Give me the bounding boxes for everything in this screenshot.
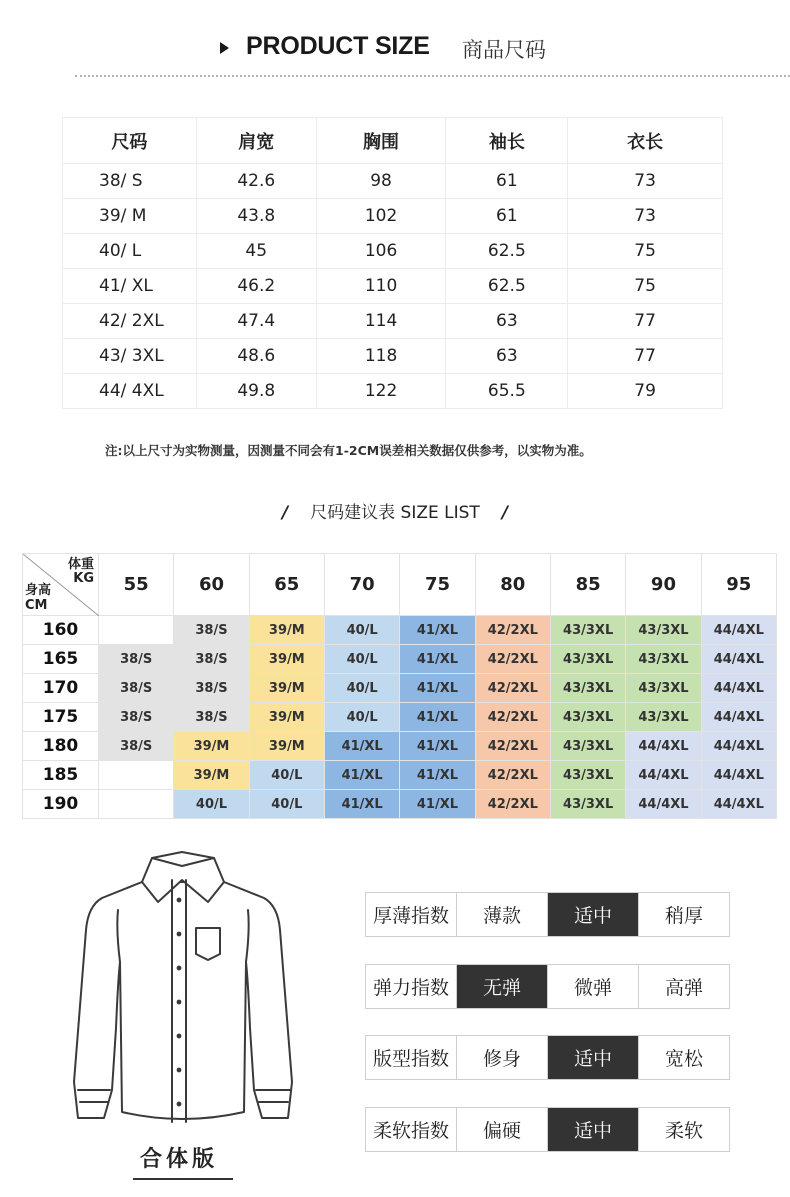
size-suggestion-cell: 42/2XL	[475, 703, 550, 732]
weight-header-cell: 55	[99, 554, 174, 616]
size-suggestion-cell: 43/3XL	[550, 761, 625, 790]
size-suggestion-cell: 42/2XL	[475, 616, 550, 645]
measurement-cell: 118	[316, 339, 446, 374]
index-box	[365, 1107, 730, 1152]
size-list-title	[0, 498, 790, 523]
grid-row	[23, 732, 777, 761]
height-header-cell: 165	[23, 645, 99, 674]
height-header-cell: 185	[23, 761, 99, 790]
size-suggestion-cell: 38/S	[99, 674, 174, 703]
index-option-selected: 适中	[547, 1108, 638, 1151]
measurement-cell: 65.5	[446, 374, 568, 409]
weight-header-cell: 95	[701, 554, 776, 616]
size-suggestion-cell: 41/XL	[324, 732, 399, 761]
size-suggestion-cell: 38/S	[174, 616, 249, 645]
size-suggestion-cell: 43/3XL	[626, 703, 701, 732]
size-suggestion-cell: 38/S	[99, 703, 174, 732]
size-suggestion-cell: 38/S	[174, 703, 249, 732]
size-suggestion-cell: 44/4XL	[701, 732, 776, 761]
measurement-cell: 122	[316, 374, 446, 409]
grid-corner-cell	[23, 554, 99, 616]
size-suggestion-cell: 41/XL	[400, 645, 475, 674]
size-suggestion-cell: 38/S	[99, 732, 174, 761]
weight-header-cell: 60	[174, 554, 249, 616]
size-suggestion-cell: 41/XL	[400, 790, 475, 819]
grid-row	[23, 761, 777, 790]
size-suggestion-cell: 42/2XL	[475, 674, 550, 703]
measurement-cell: 62.5	[446, 269, 568, 304]
measurement-cell: 42.6	[196, 164, 316, 199]
measurement-row	[63, 164, 723, 199]
size-cell: 38/ S	[63, 164, 197, 199]
size-suggestion-cell: 42/2XL	[475, 790, 550, 819]
dotted-divider	[75, 75, 790, 77]
title-slash-left: /	[281, 503, 289, 523]
height-header-cell: 160	[23, 616, 99, 645]
size-suggestion-cell: 41/XL	[400, 703, 475, 732]
triangle-arrow-icon	[220, 42, 229, 54]
size-suggestion-cell: 39/M	[249, 645, 324, 674]
size-suggestion-cell: 44/4XL	[701, 645, 776, 674]
size-suggestion-cell: 40/L	[324, 674, 399, 703]
size-suggestion-cell: 41/XL	[324, 790, 399, 819]
index-label: 弹力指数	[372, 977, 449, 999]
size-suggestion-cell: 43/3XL	[626, 645, 701, 674]
measurement-cell: 73	[568, 164, 723, 199]
index-box	[365, 1035, 730, 1080]
size-suggestion-cell: 41/XL	[324, 761, 399, 790]
size-suggestion-grid	[22, 553, 777, 819]
fit-type-label: 合体版	[140, 1147, 219, 1172]
size-suggestion-cell: 43/3XL	[550, 645, 625, 674]
measurement-header-cell: 尺码	[63, 118, 197, 164]
measurement-header-cell: 胸围	[316, 118, 446, 164]
grid-row	[23, 790, 777, 819]
size-cell: 42/ 2XL	[63, 304, 197, 339]
size-suggestion-cell: 44/4XL	[701, 790, 776, 819]
measurement-cell: 49.8	[196, 374, 316, 409]
measurement-cell: 43.8	[196, 199, 316, 234]
size-suggestion-cell: 39/M	[249, 703, 324, 732]
measurement-cell: 46.2	[196, 269, 316, 304]
index-option: 宽松	[638, 1036, 729, 1079]
grid-row	[23, 616, 777, 645]
size-suggestion-cell	[99, 761, 174, 790]
measurement-cell: 75	[568, 234, 723, 269]
size-suggestion-cell: 40/L	[324, 645, 399, 674]
measurement-header-cell: 肩宽	[196, 118, 316, 164]
size-suggestion-cell: 43/3XL	[550, 732, 625, 761]
height-header-cell: 170	[23, 674, 99, 703]
measurement-cell: 114	[316, 304, 446, 339]
measurement-cell: 106	[316, 234, 446, 269]
measurement-cell: 63	[446, 304, 568, 339]
size-suggestion-cell: 43/3XL	[550, 674, 625, 703]
size-suggestion-cell: 44/4XL	[701, 674, 776, 703]
size-cell: 43/ 3XL	[63, 339, 197, 374]
title-slash-right: /	[501, 503, 509, 523]
index-option: 稍厚	[638, 893, 729, 936]
height-axis-label: 身高 CM	[25, 583, 52, 613]
size-suggestion-cell: 43/3XL	[550, 790, 625, 819]
measurement-row	[63, 374, 723, 409]
measurement-header-cell: 衣长	[568, 118, 723, 164]
size-suggestion-cell: 41/XL	[400, 674, 475, 703]
index-box	[365, 892, 730, 937]
index-box	[365, 964, 730, 1009]
measurement-note: 注:以上尺寸为实物测量，因测量不同会有1-2CM误差相关数据仅供参考，以实物为准。	[105, 443, 592, 458]
index-option: 偏硬	[456, 1108, 547, 1151]
title-english: PRODUCT SIZE	[246, 32, 430, 60]
index-option: 修身	[456, 1036, 547, 1079]
measurement-cell: 75	[568, 269, 723, 304]
size-suggestion-cell: 39/M	[174, 761, 249, 790]
title-chinese: 商品尺码	[462, 38, 546, 62]
size-suggestion-cell: 43/3XL	[626, 616, 701, 645]
size-suggestion-cell: 42/2XL	[475, 732, 550, 761]
size-suggestion-cell: 40/L	[324, 703, 399, 732]
measurement-cell: 110	[316, 269, 446, 304]
size-suggestion-cell: 41/XL	[400, 761, 475, 790]
measurement-cell: 61	[446, 199, 568, 234]
measurement-cell: 62.5	[446, 234, 568, 269]
size-suggestion-cell: 43/3XL	[550, 703, 625, 732]
measurement-row	[63, 199, 723, 234]
size-suggestion-cell: 38/S	[174, 645, 249, 674]
fit-label-underline	[133, 1178, 233, 1180]
weight-header-cell: 75	[400, 554, 475, 616]
size-suggestion-cell: 40/L	[249, 790, 324, 819]
height-header-cell: 180	[23, 732, 99, 761]
index-option: 薄款	[456, 893, 547, 936]
grid-row	[23, 674, 777, 703]
measurement-header-row	[63, 118, 723, 164]
size-cell: 40/ L	[63, 234, 197, 269]
index-label: 版型指数	[372, 1048, 449, 1070]
size-suggestion-cell: 41/XL	[400, 616, 475, 645]
index-option: 柔软	[638, 1108, 729, 1151]
measurement-cell: 77	[568, 304, 723, 339]
index-option-selected: 适中	[547, 893, 638, 936]
size-suggestion-cell	[99, 790, 174, 819]
measurement-cell: 45	[196, 234, 316, 269]
size-suggestion-cell: 43/3XL	[550, 616, 625, 645]
height-header-cell: 175	[23, 703, 99, 732]
size-suggestion-cell: 44/4XL	[701, 703, 776, 732]
section-header	[0, 30, 790, 70]
size-suggestion-cell: 39/M	[174, 732, 249, 761]
measurement-cell: 47.4	[196, 304, 316, 339]
size-suggestion-cell: 41/XL	[400, 732, 475, 761]
measurement-table	[62, 117, 723, 409]
grid-row	[23, 645, 777, 674]
size-suggestion-cell: 40/L	[249, 761, 324, 790]
weight-header-cell: 90	[626, 554, 701, 616]
size-cell: 44/ 4XL	[63, 374, 197, 409]
grid-row	[23, 703, 777, 732]
weight-header-cell: 85	[550, 554, 625, 616]
index-option: 高弹	[638, 965, 729, 1008]
size-suggestion-cell: 44/4XL	[626, 732, 701, 761]
measurement-header-cell: 袖长	[446, 118, 568, 164]
index-option: 微弹	[547, 965, 638, 1008]
measurement-cell: 61	[446, 164, 568, 199]
size-suggestion-cell: 44/4XL	[701, 761, 776, 790]
weight-header-cell: 65	[249, 554, 324, 616]
size-suggestion-cell: 38/S	[99, 645, 174, 674]
size-suggestion-cell: 44/4XL	[701, 616, 776, 645]
weight-axis-label: 体重 KG	[67, 557, 94, 586]
height-header-cell: 190	[23, 790, 99, 819]
measurement-cell: 63	[446, 339, 568, 374]
size-cell: 41/ XL	[63, 269, 197, 304]
size-cell: 39/ M	[63, 199, 197, 234]
measurement-cell: 102	[316, 199, 446, 234]
measurement-cell: 77	[568, 339, 723, 374]
size-suggestion-cell: 39/M	[249, 674, 324, 703]
size-suggestion-cell: 38/S	[174, 674, 249, 703]
measurement-cell: 48.6	[196, 339, 316, 374]
measurement-cell: 79	[568, 374, 723, 409]
measurement-row	[63, 234, 723, 269]
index-label: 柔软指数	[372, 1120, 449, 1142]
index-label: 厚薄指数	[372, 905, 449, 927]
size-suggestion-cell: 40/L	[324, 616, 399, 645]
size-suggestion-cell	[99, 616, 174, 645]
index-option-selected: 适中	[547, 1036, 638, 1079]
measurement-cell: 73	[568, 199, 723, 234]
size-suggestion-cell: 42/2XL	[475, 645, 550, 674]
size-suggestion-cell: 43/3XL	[626, 674, 701, 703]
size-suggestion-cell: 44/4XL	[626, 790, 701, 819]
measurement-row	[63, 269, 723, 304]
measurement-row	[63, 339, 723, 374]
grid-weight-header-row	[23, 554, 777, 616]
weight-header-cell: 80	[475, 554, 550, 616]
weight-header-cell: 70	[324, 554, 399, 616]
size-suggestion-cell: 39/M	[249, 616, 324, 645]
shirt-illustration	[68, 850, 296, 1150]
size-suggestion-cell: 42/2XL	[475, 761, 550, 790]
size-suggestion-cell: 39/M	[249, 732, 324, 761]
size-suggestion-cell: 44/4XL	[626, 761, 701, 790]
size-list-title-text: 尺码建议表 SIZE LIST	[310, 503, 480, 523]
index-option-selected: 无弹	[456, 965, 547, 1008]
measurement-row	[63, 304, 723, 339]
measurement-cell: 98	[316, 164, 446, 199]
size-suggestion-cell: 40/L	[174, 790, 249, 819]
